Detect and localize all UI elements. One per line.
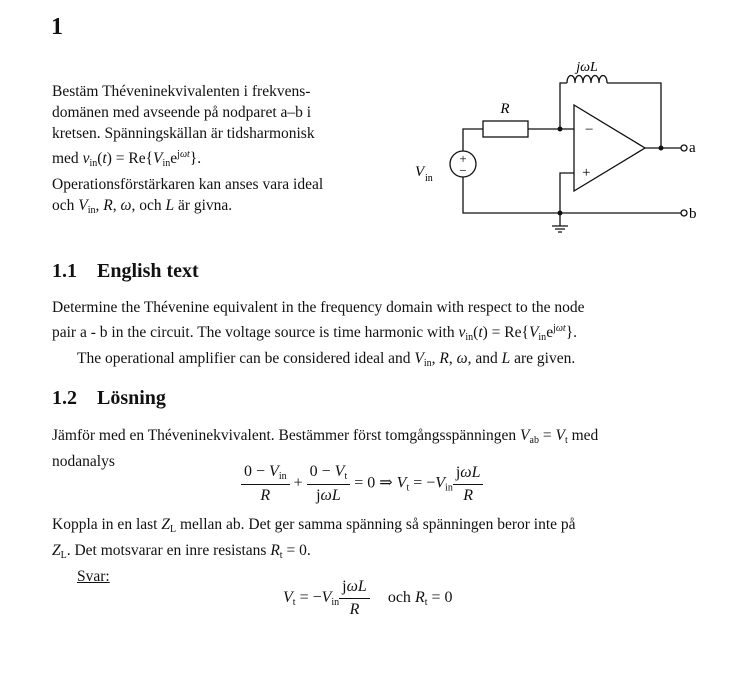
problem-line-2: domänen med avseende på nodparet a–b i xyxy=(52,104,312,121)
label-source-sub: in xyxy=(425,173,433,184)
label-node-a: a xyxy=(689,140,696,156)
wire-feedback-left xyxy=(560,83,567,129)
ground-symbol xyxy=(552,226,568,232)
node-dot-inverting xyxy=(558,127,563,132)
opamp-plus: + xyxy=(582,165,591,181)
english-paragraph xyxy=(52,297,724,374)
solution-line-1: Jämför med en Théveninekvivalent. Bestämmer först tomgångsspänningen $V_{ab} = V_t$ med xyxy=(52,427,599,446)
heading-english: 1.1 English text xyxy=(52,260,199,282)
wire-source-to-resistor xyxy=(463,129,483,151)
english-line-1: Determine the Thévenine equivalent in the frequency domain with respect to the node xyxy=(52,299,585,316)
problem-line-5: Operationsförstärkaren kan anses vara ideal xyxy=(52,176,324,193)
nodal-equation: $\frac{0 - V_{in}}{R}$ + $\frac{0 - V_t}{\text{jωL}}$ = 0 ⇒ $V_t = -V_{in}$ $\frac{\text{jωL}}{R}$ xyxy=(241,463,483,505)
node-dot-output xyxy=(659,146,664,151)
label-source: V xyxy=(415,164,425,180)
heading-solution: 1.2 Lösning xyxy=(52,387,166,409)
problem-statement-sv xyxy=(52,81,388,221)
problem-line-3: kretsen. Spänningskällan är tidsharmonisk xyxy=(52,125,315,142)
solution-line-3: Koppla in en last $Z_L$ mellan ab. Det ger samma spänning så spänningen beror inte på xyxy=(52,516,576,535)
solution-load xyxy=(52,514,724,587)
source-minus: − xyxy=(459,163,467,178)
answer-equation: $V_t = -V_{in}$ $\frac{\text{jωL}}{R}$ och $R_t = 0$ xyxy=(283,578,453,618)
node-dot-ground xyxy=(558,211,563,216)
english-line-2: pair a - b in the circuit. The voltage source is time harmonic with $v_{in}(t) = Re\{V_{in}e^{j\omega t}\}$. xyxy=(52,323,578,343)
wire-noninverting xyxy=(560,173,574,213)
solution-line-4: $Z_L$. Det motsvarar en inre resistans $R_t = 0$. xyxy=(52,542,311,561)
label-R: R xyxy=(500,101,510,117)
solution-line-2: nodanalys xyxy=(52,453,115,470)
problem-line-4: med $v_{in}(t) = Re\{V_{in}e^{j\omega t}\}$. xyxy=(52,149,202,169)
inductor xyxy=(567,76,607,84)
label-inductor: jωL xyxy=(576,60,598,75)
section-number: 1 xyxy=(51,14,63,40)
wire-feedback-right xyxy=(607,83,661,148)
english-line-3: The operational amplifier can be considered ideal and $V_{in}$, R, ω, and L are given. xyxy=(77,350,576,369)
wire-bottom-rail xyxy=(463,177,681,213)
opamp-minus: − xyxy=(585,122,594,138)
source-plus: + xyxy=(459,151,467,166)
svar-label: Svar: xyxy=(77,568,110,585)
resistor xyxy=(483,121,528,137)
label-node-b: b xyxy=(689,206,697,222)
terminal-b xyxy=(681,210,687,216)
problem-line-6: och $V_{in}$, R, ω, och L är givna. xyxy=(52,197,233,216)
problem-line-1: Bestäm Théveninekvivalenten i frekvens- xyxy=(52,83,311,100)
terminal-a xyxy=(681,145,687,151)
circuit-diagram xyxy=(405,55,715,245)
